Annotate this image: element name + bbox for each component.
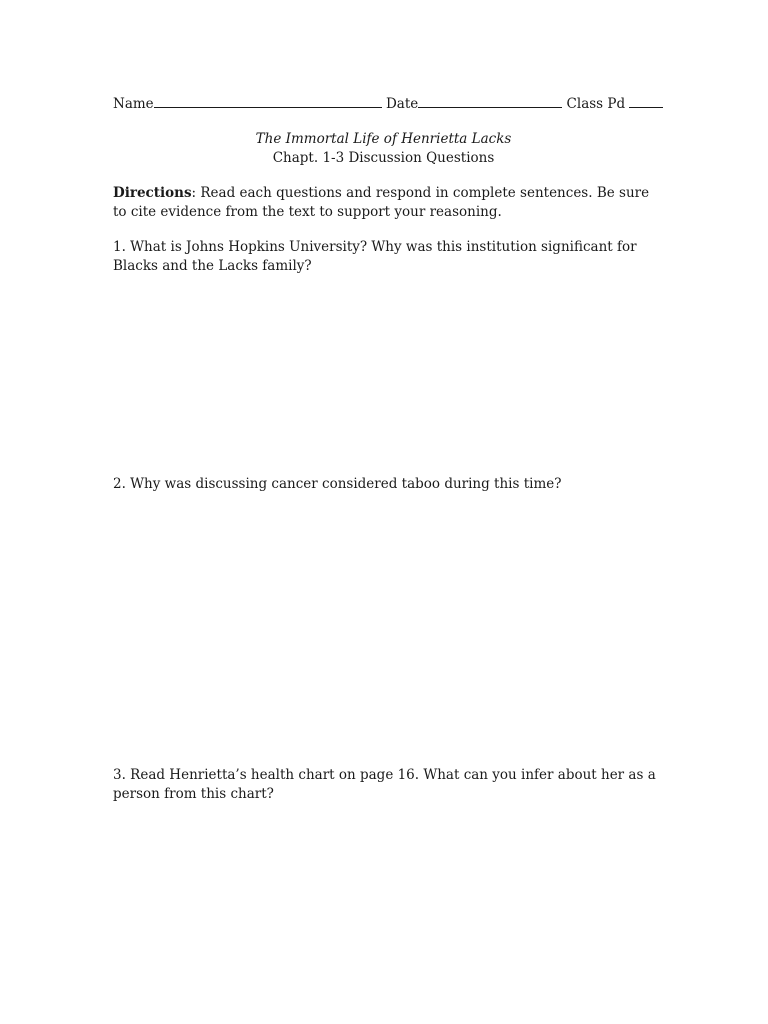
name-blank [154, 93, 382, 108]
class-period-label: Class Pd [566, 96, 626, 112]
worksheet-subtitle: Chapt. 1-3 Discussion Questions [272, 150, 495, 166]
date-blank [418, 93, 562, 108]
class-period-blank [629, 93, 663, 108]
name-label: Name [113, 96, 154, 112]
question-2: 2. Why was discussing cancer considered taboo during this time? [113, 476, 562, 492]
book-title: The Immortal Life of Henrietta Lacks [255, 131, 512, 147]
student-info-line [113, 93, 658, 114]
worksheet-title [113, 130, 654, 168]
date-label: Date [385, 96, 419, 112]
question-1: 1. What is Johns Hopkins University? Why was this institution significant for Blacks and the Lacks family? [113, 239, 637, 274]
directions-label: Directions [113, 185, 192, 201]
directions-text: : Read each questions and respond in complete sentences. Be sure to cite evidence from the text to support your reasoning. [113, 185, 650, 220]
question-3: 3. Read Henrietta’s health chart on page 16. What can you infer about her as a person from this chart? [113, 767, 656, 802]
directions-paragraph [113, 184, 663, 222]
